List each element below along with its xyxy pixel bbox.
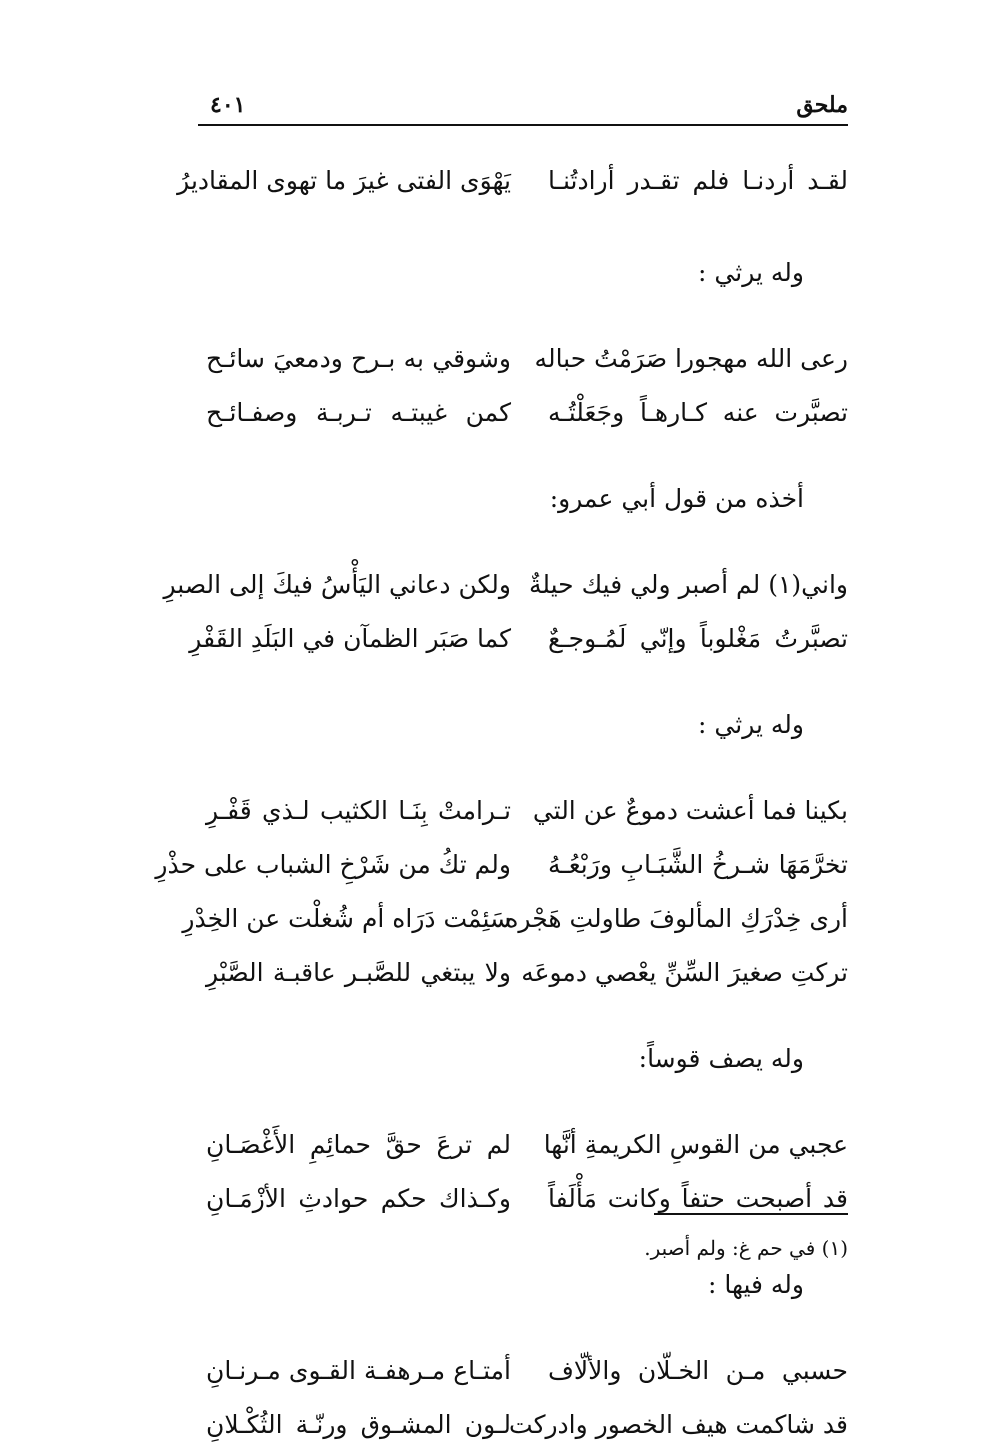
- verse-line: [177, 154, 848, 208]
- verse-line: [163, 558, 848, 612]
- verse-line: [198, 784, 848, 838]
- running-title: ملحق: [796, 92, 848, 118]
- second-hemistich: وكـذاك حكم حوادثِ الأزْمَـانِ: [206, 1184, 511, 1213]
- poem-intro: وله يرثي :: [698, 710, 804, 739]
- first-hemistich: أرى خِدْرَكِ المألوفَ طاولتِ هَجْره: [505, 904, 848, 933]
- second-hemistich: كما صَبَر الظمآن في البَلَدِ القَفْرِ: [189, 624, 511, 653]
- first-hemistich: قد أصبحت حتفاً وكانت مَأْلَفاً: [548, 1184, 848, 1213]
- first-hemistich: واني(١) لم أصبر ولي فيك حيلةٌ: [528, 570, 848, 599]
- first-hemistich: قد شاكمت هيف الخصور وادركت: [509, 1410, 848, 1439]
- verse-line: [155, 838, 848, 892]
- first-hemistich: حسبي مـن الخـلّان والألّاف: [548, 1356, 848, 1385]
- verse-line: [189, 612, 848, 666]
- footnote-rule: [654, 1213, 848, 1215]
- verse-line: [198, 1398, 848, 1452]
- first-hemistich: تركتِ صغيرَ السِّنِّ يعْصي دموعَه: [521, 958, 848, 987]
- second-hemistich: وشوقي به بـرح ودمعيَ سائـح: [206, 344, 511, 373]
- second-hemistich: ولا يبتغي للصَّبـر عاقبـة الصَّبْرِ: [206, 958, 511, 987]
- poem-intro: وله يصف قوساً:: [638, 1044, 804, 1073]
- verse-line: [198, 1344, 848, 1398]
- second-hemistich: سَئِمْت دَرَاه أم شُغلْت عن الخِدْرِ: [182, 904, 511, 933]
- header-rule: [198, 124, 848, 126]
- verse-line: [198, 332, 848, 386]
- verse-line: [198, 1172, 848, 1226]
- first-hemistich: رعى الله مهجورا صَرَمْتُ حباله: [534, 344, 848, 373]
- first-hemistich: تصبَّرتُ مَغْلوباً وإنّي لَمُـوجـعٌ: [548, 624, 848, 653]
- verse-line: [198, 946, 848, 1000]
- footnote: (١) في حم غ: ولم أصبر.: [644, 1236, 848, 1260]
- verse-line: [198, 1118, 848, 1172]
- second-hemistich: يَهْوَى الفتى غيرَ ما تهوى المقاديرُ: [177, 166, 511, 195]
- first-hemistich: بكينا فما أعشت دموعٌ عن التي: [532, 796, 848, 825]
- second-hemistich: لـون المشـوق ورنّـة الثُكْـلانِ: [206, 1410, 511, 1439]
- first-hemistich: تخرَّمَهَا شـرخُ الشَّبَـابِ ورَبْعُـهُ: [548, 850, 848, 879]
- second-hemistich: كمن غيبتـه تـربـة وصفـائـح: [206, 398, 511, 427]
- poem-intro: أخذه من قول أبي عمرو:: [549, 484, 804, 513]
- page-header: [198, 86, 848, 126]
- second-hemistich: لم ترعَ حقَّ حمائِمِ الأَغْصَـانِ: [206, 1130, 511, 1159]
- first-hemistich: لقـد أردنـا فلم تقـدر أرادتُنـا: [548, 166, 848, 195]
- second-hemistich: ولكن دعاني اليَأْسُ فيكَ إلى الصبرِ: [163, 570, 511, 599]
- verse-line: [182, 892, 848, 946]
- first-hemistich: عجبي من القوسِ الكريمةِ أنَّها: [543, 1130, 848, 1159]
- poem-intro: وله يرثي :: [698, 258, 804, 287]
- second-hemistich: تـرامتْ بِنَـا الكثيب لـذي قَفْـرِ: [206, 796, 511, 825]
- poem-intro: وله فيها :: [707, 1270, 804, 1299]
- verse-line: [198, 386, 848, 440]
- first-hemistich: تصبَّرت عنه كـارهـاً وجَعَلْتُـه: [548, 398, 848, 427]
- second-hemistich: أمتـاع مـرهفـة القـوى مـرنـانِ: [206, 1356, 511, 1385]
- page-number: ٤٠١: [210, 92, 246, 118]
- second-hemistich: ولم تكُ من شَرْخِ الشباب على حذْرِ: [155, 850, 511, 879]
